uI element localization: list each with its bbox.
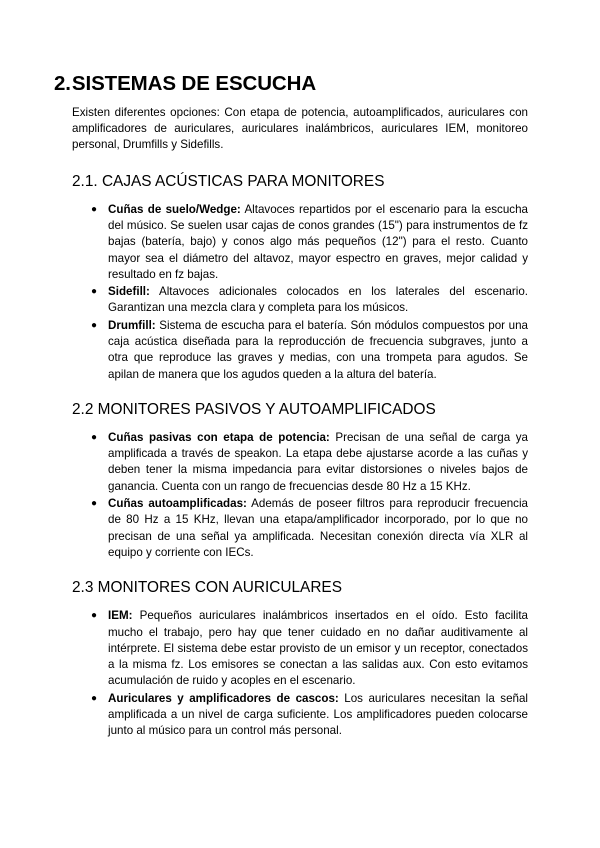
section-heading-2-3: 2.3 MONITORES CON AURICULARES: [72, 579, 342, 597]
bullet-icon: ●: [91, 286, 98, 298]
list-item: [91, 284, 528, 317]
title-number: 2.: [54, 72, 71, 95]
section-2-2-list: [54, 430, 528, 561]
item-term: Auriculares y amplificadores de cascos:: [108, 691, 339, 705]
bullet-icon: ●: [91, 610, 98, 622]
section-2-1-list: [54, 202, 528, 383]
list-item: [91, 202, 528, 283]
bullet-icon: ●: [91, 431, 98, 443]
list-item: [91, 496, 528, 561]
intro-paragraph: Existen diferentes opciones: Con etapa de potencia, autoamplificados, auriculares con amplificadores de auriculares, auriculares inalámbricos, auriculares IEM, monitoreo personal, Drumfills y Sidefills.: [72, 106, 528, 152]
bullet-icon: ●: [91, 203, 98, 215]
item-text: Pequeños auriculares inalámbricos insertados en el oído. Esto facilita mucho el trabajo, pero hay que tener cuidado en no dañar auditivamente al intérprete. El sistema debe estar provisto de un emisor y un receptor, conectados a la misma fz. Los emisores se conectan a las salidas aux. Con esto evitamos acumulación de ruido y acoples en el escenario.: [108, 609, 528, 688]
list-item: [91, 608, 528, 689]
title-text: SISTEMAS DE ESCUCHA: [71, 72, 317, 95]
item-term: Cuñas de suelo/Wedge:: [108, 202, 241, 216]
item-text: Altavoces adicionales colocados en los laterales del escenario. Garantizan una mezcla clara y completa para los músicos.: [108, 285, 528, 315]
section-2-3-list: [54, 608, 528, 739]
section-heading-2-1: 2.1. CAJAS ACÚSTICAS PARA MONITORES: [72, 172, 385, 190]
list-item: [91, 691, 529, 740]
list-item: [91, 430, 528, 495]
item-term: Cuñas pasivas con etapa de potencia:: [108, 430, 330, 444]
item-term: Cuñas autoamplificadas:: [108, 497, 247, 511]
item-text: Además de poseer filtros para reproducir frecuencia de 80 Hz a 15 KHz, llevan una etapa/amplificador incorporado, por lo que no precisan de una señal ya amplificada. Necesitan conexión directa vía XLR al equipo y corriente con IECs.: [108, 497, 528, 559]
item-term: IEM:: [108, 609, 133, 623]
item-term: Drumfill:: [108, 318, 156, 332]
item-text: Sistema de escucha para el batería. Són módulos compuestos por una caja acústica diseñada para la reproducción de frecuencia subgraves, junto a otra que reproduce las graves y medias, con una trompeta para agudos. Se apilan de manera que los agudos queden a la altura del batería.: [108, 318, 528, 381]
item-text: Precisan de una señal de carga ya amplificada a través de speakon. La etapa debe ajustarse acorde a las cuñas y deben tener la misma impedancia para evitar distorsiones o niveles bajos de ganancia. Cuenta con un rango de frecuencias desde 80 Hz a 15 KHz.: [108, 430, 528, 493]
item-text: Los auriculares necesitan la señal amplificada a un nivel de carga suficiente. Los amplificadores pueden colocarse junto al músico para un control más personal.: [108, 691, 529, 738]
list-item: [91, 318, 528, 383]
bullet-icon: ●: [91, 498, 98, 510]
item-text: Altavoces repartidos por el escenario para la escucha del músico. Se suelen usar cajas de conos grandes (15") para instrumentos de fz bajas (batería, bajo) y conos algo más pequeños (12") para el resto. Cuanto mayor sea el diámetro del altavoz, mayor espectro en graves, mejor calidad y resultado en fz bajas.: [108, 202, 528, 281]
bullet-icon: ●: [91, 692, 98, 704]
item-term: Sidefill:: [108, 285, 150, 299]
section-heading-2-2: 2.2 MONITORES PASIVOS Y AUTOAMPLIFICADOS: [72, 400, 436, 418]
page-title: [54, 72, 528, 96]
bullet-icon: ●: [91, 319, 98, 331]
